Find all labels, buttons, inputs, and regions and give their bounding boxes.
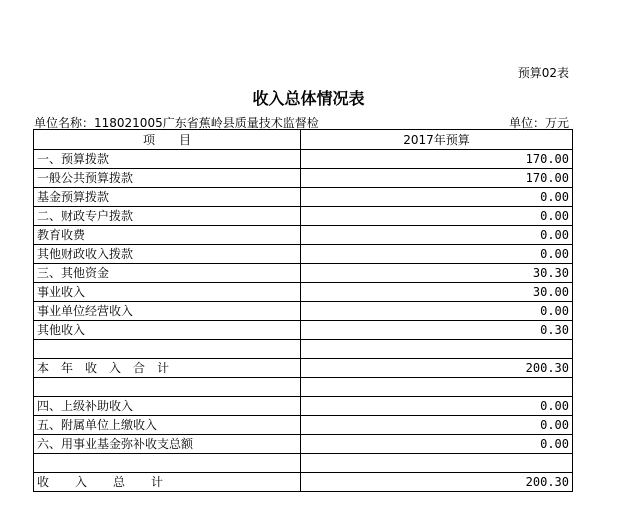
row-item: 事业收入 [34,283,301,302]
row-value: 200.30 [301,359,573,378]
table-row-blank [34,454,573,473]
table-row [34,416,573,435]
row-item: 四、上级补助收入 [34,397,301,416]
row-value: 0.00 [301,416,573,435]
row-item: 一般公共预算拨款 [34,169,301,188]
table-row [34,226,573,245]
form-number: 预算02表 [517,66,569,80]
table-row-subtotal [34,359,573,378]
table-row-total [34,473,573,492]
table-row [34,283,573,302]
unit-name: 单位名称：118021005广东省蕉岭县质量技术监督检 [34,116,319,130]
row-item: 本年收入合计 [34,359,301,378]
row-value [301,454,573,473]
table-row [34,302,573,321]
row-value: 30.00 [301,283,573,302]
row-item: 基金预算拨款 [34,188,301,207]
table-row [34,245,573,264]
table-row-blank [34,340,573,359]
income-table [33,129,573,492]
table-header-row [34,130,573,150]
table-row [34,397,573,416]
row-item [34,340,301,359]
column-header-item: 项 目 [34,130,301,150]
row-item: 收入总计 [34,473,301,492]
row-item: 事业单位经营收入 [34,302,301,321]
row-value: 0.00 [301,435,573,454]
row-item: 其他财政收入拨款 [34,245,301,264]
row-value: 0.00 [301,397,573,416]
table-row [34,150,573,169]
table-row [34,169,573,188]
table-row-blank [34,378,573,397]
currency-unit: 单位：万元 [508,116,569,130]
table-row [34,264,573,283]
row-value [301,340,573,359]
row-value: 0.30 [301,321,573,340]
page-title: 收入总体情况表 [252,89,365,108]
row-item: 一、预算拨款 [34,150,301,169]
row-value: 200.30 [301,473,573,492]
table-row [34,207,573,226]
row-item [34,454,301,473]
row-value: 170.00 [301,150,573,169]
table-row [34,321,573,340]
row-value [301,378,573,397]
row-item [34,378,301,397]
row-value: 170.00 [301,169,573,188]
table-row [34,188,573,207]
row-value: 0.00 [301,245,573,264]
row-item: 二、财政专户拨款 [34,207,301,226]
column-header-budget: 2017年预算 [301,130,573,150]
row-value: 0.00 [301,226,573,245]
row-item: 其他收入 [34,321,301,340]
row-value: 0.00 [301,188,573,207]
row-value: 0.00 [301,207,573,226]
table-row [34,435,573,454]
row-value: 30.30 [301,264,573,283]
row-value: 0.00 [301,302,573,321]
row-item: 六、用事业基金弥补收支总额 [34,435,301,454]
row-item: 教育收费 [34,226,301,245]
row-item: 五、附属单位上缴收入 [34,416,301,435]
row-item: 三、其他资金 [34,264,301,283]
